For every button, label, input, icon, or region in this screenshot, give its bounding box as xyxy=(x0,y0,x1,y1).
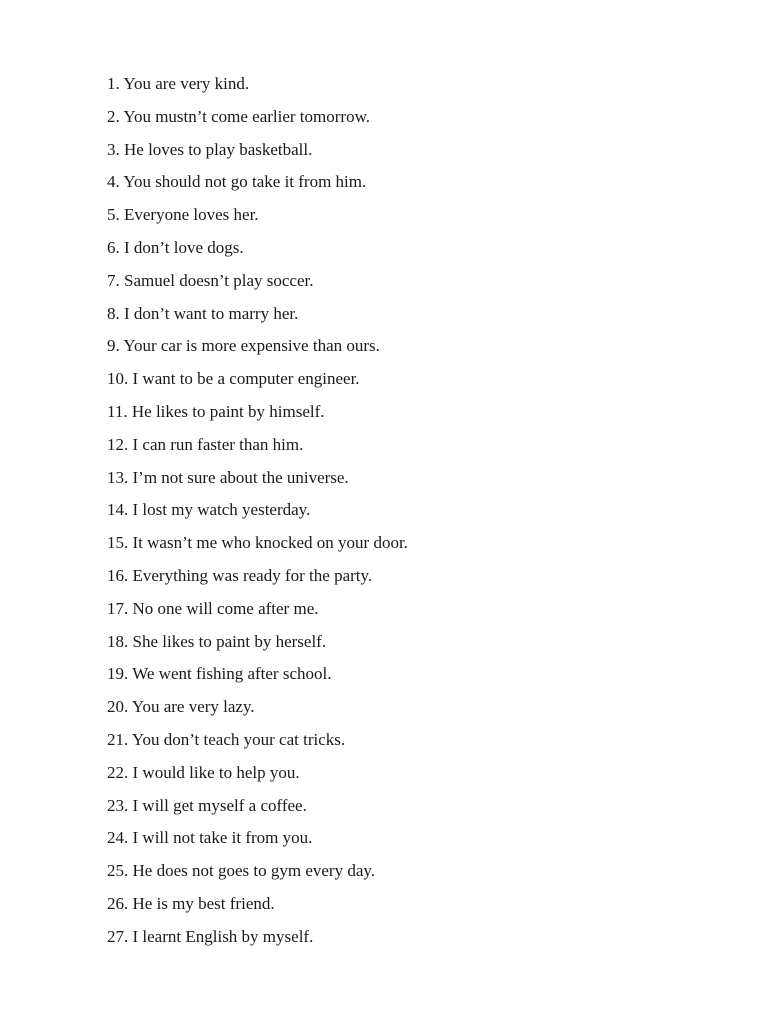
list-item: 23. I will get myself a coffee. xyxy=(107,795,307,815)
list-item: 6. I don’t love dogs. xyxy=(107,237,244,257)
list-item: 12. I can run faster than him. xyxy=(107,434,304,454)
list-item: 14. I lost my watch yesterday. xyxy=(107,500,311,520)
list-item: 2. You mustn’t come earlier tomorrow. xyxy=(107,106,370,126)
list-item: 27. I learnt English by myself. xyxy=(107,926,314,946)
list-item: 25. He does not goes to gym every day. xyxy=(107,861,376,881)
list-item: 26. He is my best friend. xyxy=(107,893,275,913)
list-item: 4. You should not go take it from him. xyxy=(107,172,367,192)
list-item: 24. I will not take it from you. xyxy=(107,828,313,848)
list-item: 19. We went fishing after school. xyxy=(107,664,332,684)
list-item: 5. Everyone loves her. xyxy=(107,205,259,225)
list-item: 9. Your car is more expensive than ours. xyxy=(107,336,380,356)
list-item: 20. You are very lazy. xyxy=(107,697,255,717)
list-item: 22. I would like to help you. xyxy=(107,762,300,782)
list-item: 13. I’m not sure about the universe. xyxy=(107,467,349,487)
sentence-list xyxy=(107,71,408,957)
list-item: 3. He loves to play basketball. xyxy=(107,139,313,159)
list-item: 10. I want to be a computer engineer. xyxy=(107,369,360,389)
list-item: 8. I don’t want to marry her. xyxy=(107,303,299,323)
list-item: 1. You are very kind. xyxy=(107,74,250,93)
list-item: 18. She likes to paint by herself. xyxy=(107,631,327,651)
list-item: 11. He likes to paint by himself. xyxy=(107,401,325,421)
list-item: 16. Everything was ready for the party. xyxy=(107,565,373,585)
list-item: 15. It wasn’t me who knocked on your door. xyxy=(107,533,408,553)
list-item: 21. You don’t teach your cat tricks. xyxy=(107,729,346,749)
list-item: 17. No one will come after me. xyxy=(107,598,319,618)
list-item: 7. Samuel doesn’t play soccer. xyxy=(107,270,314,290)
